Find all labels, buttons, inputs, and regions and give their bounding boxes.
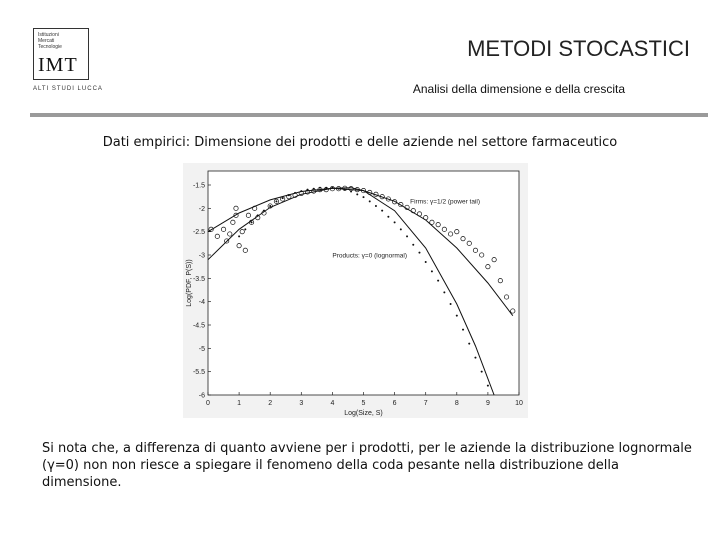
data-point-products	[375, 205, 377, 207]
data-point-products	[238, 235, 240, 237]
scatter-chart	[183, 163, 528, 418]
data-point-products	[356, 193, 358, 195]
chart-annotation-0: Firms: γ=1/2 (power tail)	[410, 198, 481, 206]
data-point-products	[437, 280, 439, 282]
x-tick-label: 8	[454, 400, 459, 407]
y-tick-label: -5.5	[192, 369, 205, 377]
y-tick-label: -3	[198, 252, 205, 260]
data-point-products	[456, 315, 458, 317]
note-text	[42, 440, 692, 491]
data-point-products	[487, 385, 489, 387]
data-point-products	[418, 252, 420, 254]
x-tick-label: 3	[299, 400, 304, 407]
x-tick-label: 7	[423, 400, 428, 407]
x-tick-label: 4	[330, 400, 335, 407]
x-axis-label: Log(Size, S)	[344, 410, 383, 417]
y-tick-label: -6	[198, 392, 205, 400]
y-axis-label: Log(PDF, P(S))	[186, 259, 193, 307]
data-point-products	[481, 371, 483, 373]
data-point-products	[369, 200, 371, 202]
chart-annotation-1: Products: γ=0 (lognormal)	[332, 252, 408, 260]
y-tick-label: -5	[198, 345, 205, 353]
data-point-products	[406, 235, 408, 237]
imt-logo	[33, 28, 103, 92]
logo-small-text	[38, 32, 62, 50]
y-tick-label: -3.5	[192, 275, 205, 283]
data-point-products	[244, 228, 246, 230]
data-point-products	[313, 188, 315, 190]
data-point-products	[319, 187, 321, 189]
logo-mark: IMT	[38, 54, 78, 76]
header-divider	[30, 113, 708, 117]
data-point-products	[443, 291, 445, 293]
data-point-products	[431, 270, 433, 272]
y-tick-label: -2.5	[192, 229, 205, 237]
data-point-products	[400, 228, 402, 230]
data-point-products	[412, 244, 414, 246]
x-tick-label: 10	[515, 400, 523, 407]
chart-container	[183, 163, 528, 423]
logo-line-2: Mercati	[38, 38, 55, 44]
y-tick-label: -1.5	[192, 182, 205, 190]
y-tick-label: -4.5	[192, 322, 205, 330]
note-line-2: (γ=0) non non riesce a spiegare il fenomeno della coda pesante nella distribuzione della dimensione.	[42, 458, 619, 490]
page-title: METODI STOCASTICI	[467, 36, 690, 61]
data-point-products	[381, 210, 383, 212]
figure-caption: Dati empirici: Dimensione dei prodotti e delle aziende nel settore farmaceutico	[102, 135, 618, 150]
data-point-products	[450, 303, 452, 305]
x-tick-label: 0	[206, 400, 210, 407]
data-point-products	[425, 261, 427, 263]
x-tick-label: 9	[485, 400, 490, 407]
page-subtitle: Analisi della dimensione e della crescita	[412, 82, 625, 96]
data-point-products	[462, 329, 464, 331]
data-point-products	[387, 216, 389, 218]
data-point-products	[275, 200, 277, 202]
data-point-products	[363, 196, 365, 198]
x-tick-label: 2	[268, 400, 273, 407]
y-tick-label: -4	[198, 299, 205, 307]
x-tick-label: 6	[392, 400, 397, 407]
data-point-products	[282, 197, 284, 199]
data-point-products	[468, 343, 470, 345]
logo-line-1: Istituzioni	[38, 32, 59, 38]
logo-subtext: ALTI STUDI LUCCA	[33, 86, 103, 92]
x-tick-label: 5	[361, 400, 366, 407]
note-line-1: Si nota che, a differenza di quanto avviene per i prodotti, per le aziende la distribuzione lognormale	[42, 441, 692, 456]
data-point-products	[474, 357, 476, 359]
logo-box	[33, 28, 89, 80]
logo-line-3: Tecnologie	[38, 44, 62, 50]
data-point-products	[350, 191, 352, 193]
data-point-products	[394, 221, 396, 223]
x-tick-label: 1	[237, 400, 242, 407]
y-tick-label: -2	[198, 205, 205, 213]
